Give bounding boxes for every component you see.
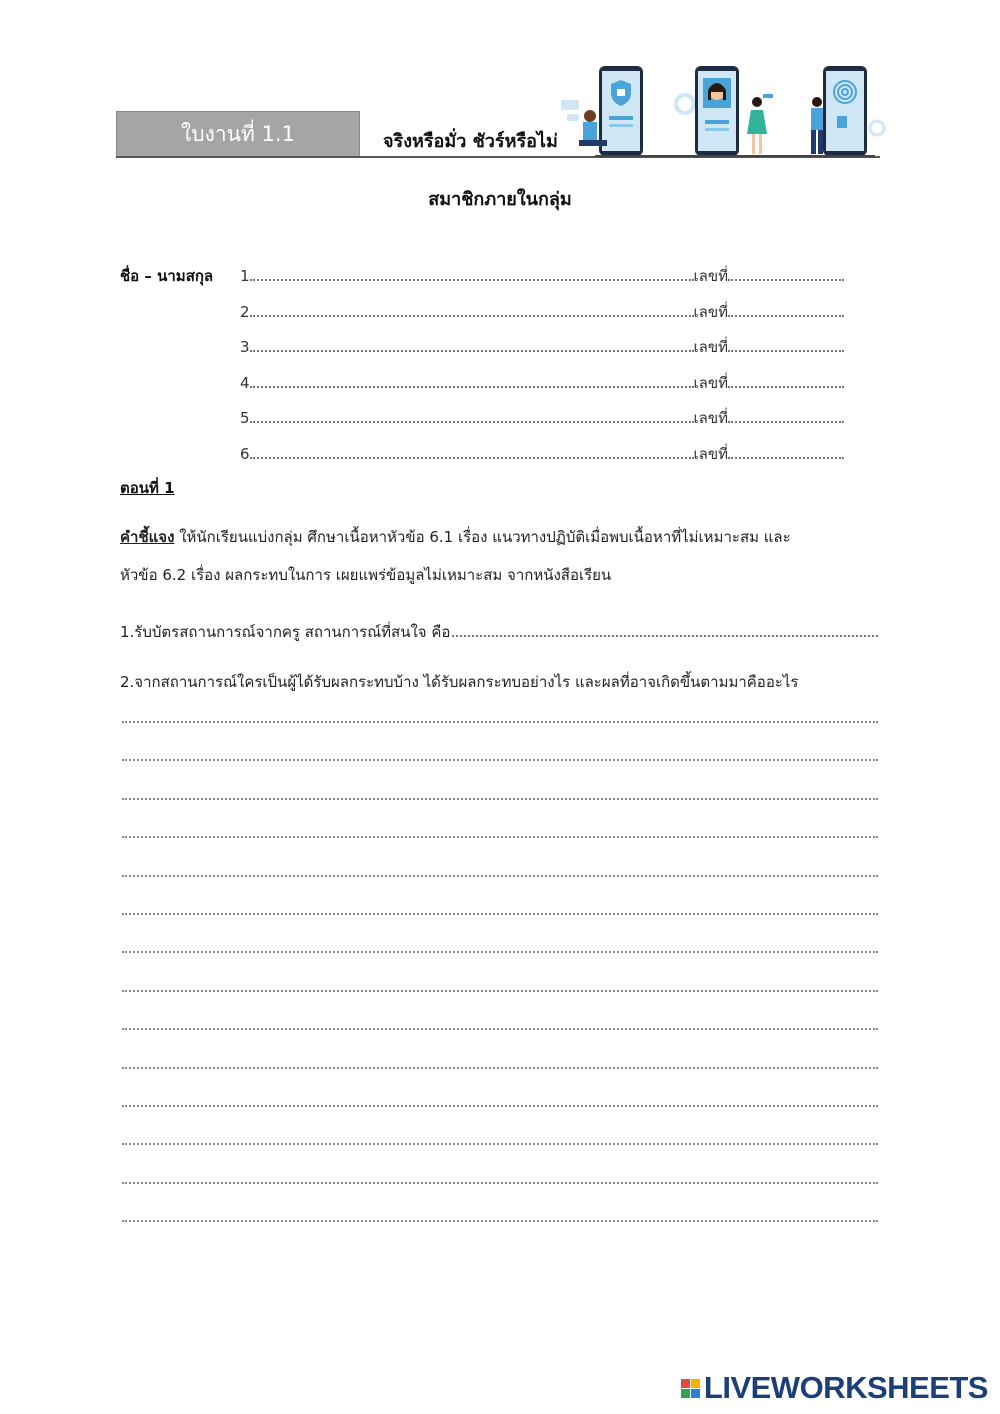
answer-line[interactable] (122, 913, 878, 915)
name-label: ชื่อ – นามสกุล (120, 267, 214, 285)
person-man-icon (811, 97, 823, 154)
number-label: เลขที่ (693, 267, 728, 285)
logo-mark-icon (681, 1379, 700, 1398)
logo-square (691, 1389, 700, 1398)
answer-line[interactable] (122, 951, 878, 953)
liveworksheets-logo (681, 1370, 988, 1406)
worksheet-label: ใบงานที่ 1.1 (181, 122, 295, 146)
member-number: 1 (240, 267, 250, 285)
number-label: เลขที่ (693, 302, 728, 321)
answer-line[interactable] (122, 1105, 878, 1107)
logo-square (681, 1389, 690, 1398)
member-row (240, 300, 844, 324)
answer-line[interactable] (122, 1220, 878, 1222)
member-name-field[interactable] (250, 338, 694, 352)
member-row (240, 371, 844, 395)
member-name-field[interactable] (250, 409, 694, 423)
instruction-paragraph (120, 518, 880, 594)
question-1 (120, 620, 878, 644)
instruction-text-2: หัวข้อ 6.2 เรื่อง ผลกระทบในการ เผยแพร่ข้อมูลไม่เหมาะสม จากหนังสือเรียน (120, 566, 612, 584)
question-2-text: 2.จากสถานการณ์ใครเป็นผู้ได้รับผลกระทบบ้าง ได้รับผลกระทบอย่างไร และผลที่อาจเกิดขึ้นตามมาคืออะไร (120, 673, 799, 691)
phone-fingerprint-icon (823, 66, 867, 156)
number-label: เลขที่ (693, 409, 728, 427)
answer-line[interactable] (122, 798, 878, 800)
member-number-field[interactable] (728, 303, 844, 317)
member-name-field[interactable] (250, 445, 694, 459)
answer-line[interactable] (122, 1028, 878, 1030)
answer-line[interactable] (122, 1143, 878, 1145)
member-row (240, 264, 844, 288)
person-standing-icon (747, 94, 773, 154)
chat-bubble-icon (561, 100, 579, 110)
member-number-field[interactable] (728, 267, 844, 281)
member-name-field[interactable] (250, 374, 694, 388)
answer-line[interactable] (122, 990, 878, 992)
member-number-field[interactable] (728, 374, 844, 388)
answer-line[interactable] (122, 836, 878, 838)
member-number: 5 (240, 409, 250, 427)
worksheet-title: จริงหรือมั่ว ชัวร์หรือไม่ (383, 131, 558, 152)
member-row (240, 335, 844, 359)
logo-text: LIVEWORKSHEETS (703, 1370, 988, 1405)
answer-line[interactable] (122, 721, 878, 723)
member-number: 4 (240, 373, 250, 392)
question-1-text: 1.รับบัตรสถานการณ์จากครู สถานการณ์ที่สนใจ คือ (120, 623, 451, 641)
number-label: เลขที่ (693, 444, 728, 463)
member-number: 3 (240, 338, 250, 356)
phone-face-icon (695, 66, 739, 156)
security-phones-illustration (555, 58, 890, 158)
member-row (240, 406, 844, 430)
member-name-field[interactable] (250, 267, 694, 281)
group-members-title: สมาชิกภายในกลุ่ม (428, 189, 572, 210)
instruction-label: คำชี้แจง (120, 528, 175, 546)
logo-square (681, 1379, 690, 1388)
member-row (240, 442, 844, 466)
member-name-field[interactable] (250, 303, 694, 317)
logo-square (691, 1379, 700, 1388)
member-number-field[interactable] (728, 338, 844, 352)
answer-line[interactable] (122, 875, 878, 877)
number-label: เลขที่ (693, 373, 728, 392)
member-number: 2 (240, 302, 250, 321)
member-number-field[interactable] (728, 409, 844, 423)
member-number-field[interactable] (728, 445, 844, 459)
answer-line[interactable] (122, 1067, 878, 1069)
gear-icon (676, 95, 694, 113)
question-2 (120, 670, 799, 694)
worksheet-label-box (116, 111, 360, 158)
number-label: เลขที่ (693, 338, 728, 356)
question-1-answer-line[interactable] (452, 623, 878, 637)
answer-line[interactable] (122, 1182, 878, 1184)
section-title: ตอนที่ 1 (120, 479, 175, 497)
member-number: 6 (240, 444, 250, 463)
answer-line[interactable] (122, 759, 878, 761)
instruction-text: ให้นักเรียนแบ่งกลุ่ม ศึกษาเนื้อหาหัวข้อ 6.1 เรื่อง แนวทางปฏิบัติเมื่อพบเนื้อหาที่ไม่เหมาะสม และ (174, 528, 791, 546)
